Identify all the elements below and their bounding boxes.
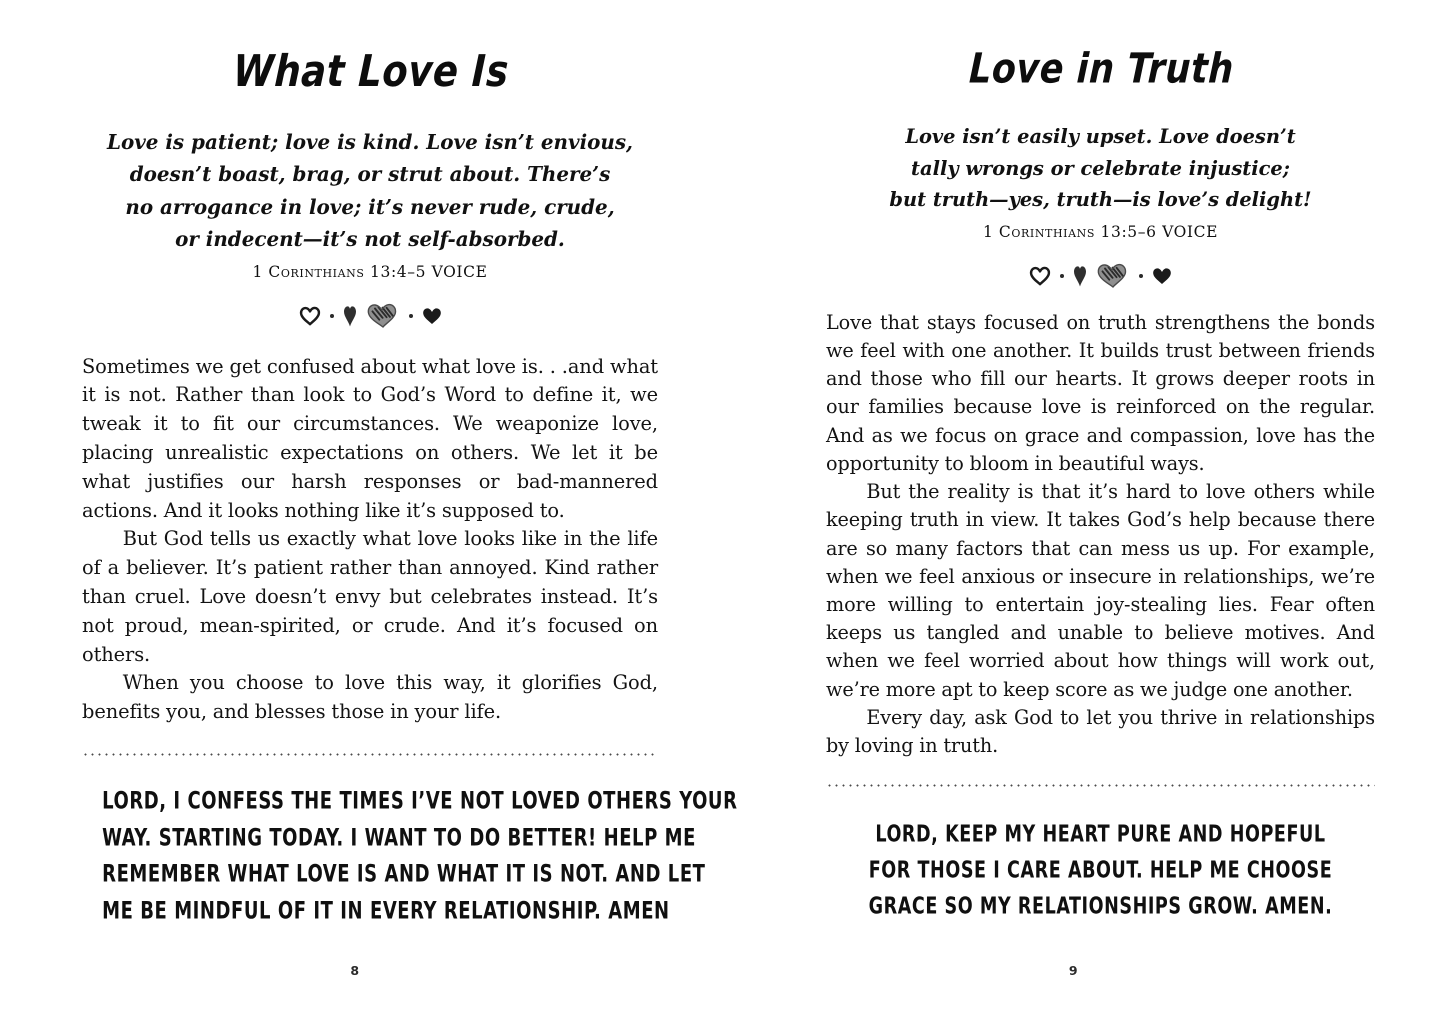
- dotted-divider: [82, 753, 658, 756]
- dot-ornament: [1060, 274, 1064, 278]
- body-paragraph: Sometimes we get confused about what love is. . .and what it is not. Rather than look to God’s Word to define it, we tweak it to fit our circumstances. We weaponize love, placing unrealistic expectations on others. We let it be what justifies our harsh responses or bad-mannered actions. And it looks nothing like it’s supposed to.: [82, 354, 658, 522]
- devotional-body: [82, 353, 658, 728]
- scripture-line: Love is patient; love is kind. Love isn’t envious,: [107, 130, 633, 154]
- heart-sketchy-icon: [366, 303, 400, 329]
- prayer-line: REMEMBER WHAT LOVE IS AND WHAT IT IS NOT. AND LET: [102, 860, 706, 889]
- heart-narrow-filled-icon: [343, 305, 357, 327]
- scripture-line: doesn’t boast, brag, or strut about. There’s: [129, 162, 611, 187]
- heart-solid-small-icon: [422, 307, 442, 325]
- heart-divider-ornament: [826, 261, 1375, 291]
- scripture-line: or indecent—it’s not self-absorbed.: [175, 227, 565, 252]
- body-paragraph: Every day, ask God to let you thrive in relationships by loving in truth.: [826, 705, 1375, 758]
- prayer-line: LORD, KEEP MY HEART PURE AND HOPEFUL: [875, 820, 1326, 848]
- heart-outline-icon: [1029, 266, 1051, 286]
- dot-ornament: [1139, 274, 1143, 278]
- heart-sketchy-icon: [1096, 263, 1130, 289]
- right-page: [730, 0, 1445, 1020]
- heart-divider-ornament: [82, 301, 658, 331]
- body-paragraph: When you choose to love this way, it glorifies God, benefits you, and blesses those in your life.: [82, 671, 658, 724]
- prayer-line: FOR THOSE I CARE ABOUT. HELP ME CHOOSE: [868, 856, 1333, 884]
- prayer-line: LORD, I CONFESS THE TIMES I’VE NOT LOVED OTHERS YOUR: [102, 787, 738, 816]
- prayer-line: GRACE SO MY RELATIONSHIPS GROW. AMEN.: [868, 892, 1333, 919]
- heart-outline-icon: [299, 306, 321, 326]
- prayer-line: WAY. STARTING TODAY. I WANT TO DO BETTER! HELP ME: [102, 824, 696, 853]
- page-title: What Love Is: [232, 45, 510, 97]
- scripture-reference: 1 Corinthians 13:4–5 VOICE: [252, 262, 488, 281]
- scripture-line: Love isn’t easily upset. Love doesn’t: [905, 124, 1296, 148]
- body-paragraph: But the reality is that it’s hard to love others while keeping truth in view. It takes God’s help because there are so many factors that can mess us up. For example, when we feel anxious or insecure in relationships, we’re more willing to entertain joy-stealing lies. Fear often keeps us tangled and unable to believe motives. And when we feel worried about how things will work out, we’re more apt to keep score as we judge one another.: [826, 480, 1375, 701]
- scripture-quote: [834, 121, 1367, 216]
- scripture-quote: [91, 126, 650, 256]
- heart-narrow-filled-icon: [1073, 265, 1087, 287]
- body-paragraph: Love that stays focused on truth strengthens the bonds we feel with one another. It builds trust between friends and those who fill our hearts. It grows deeper roots in our families because love is reinforced on the regular. And as we focus on grace and compassion, love has the opportunity to bloom in beautiful ways.: [826, 310, 1375, 475]
- dot-ornament: [409, 314, 413, 318]
- dot-ornament: [330, 314, 334, 318]
- scripture-reference: 1 Corinthians 13:5–6 VOICE: [982, 222, 1219, 241]
- dotted-divider: [826, 784, 1375, 787]
- body-paragraph: But God tells us exactly what love looks like in the life of a believer. It’s patient rather than annoyed. Kind rather than cruel. Love doesn’t envy but celebrates instead. It’s not proud, mean-spirited, or crude. And it’s focused on others.: [82, 527, 658, 666]
- scripture-line: no arrogance in love; it’s never rude, crude,: [125, 194, 615, 219]
- page-number: 9: [1068, 963, 1079, 978]
- scripture-line: but truth—yes, truth—is love’s delight!: [889, 187, 1312, 212]
- prayer-line: ME BE MINDFUL OF IT IN EVERY RELATIONSHIP. AMEN: [102, 897, 670, 926]
- page-title: Love in Truth: [968, 46, 1235, 94]
- scripture-line: tally wrongs or celebrate injustice;: [911, 155, 1290, 180]
- heart-solid-small-icon: [1152, 267, 1172, 285]
- prayer-text: [845, 817, 1356, 924]
- page-number: 8: [350, 963, 360, 978]
- devotional-body: [826, 309, 1375, 761]
- prayer-text: [102, 784, 738, 930]
